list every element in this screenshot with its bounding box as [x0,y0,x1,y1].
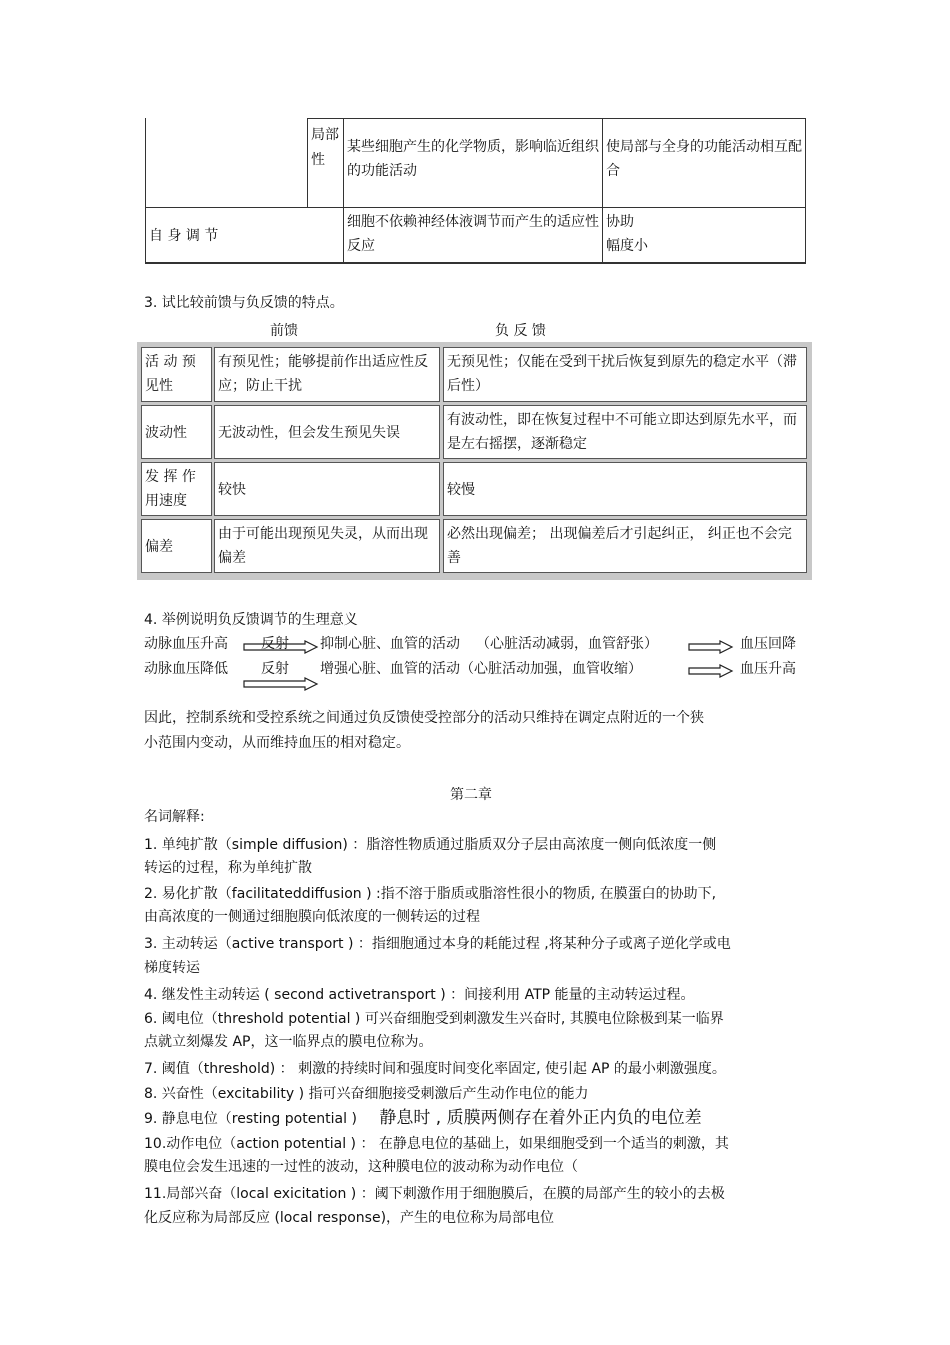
term-3-line1: 3. 主动转运（active transport ) ：指细胞通过本身的耗能过程 ,将某种分子或离子逆化学或电 [144,936,731,952]
q4-l1-effect: 抑制心脏、血管的活动 [320,636,460,652]
table2-r2-nf: 有波动性，即在恢复过程中不可能立即达到原先水平，而是左右摇摆，逐渐稳定 [443,405,807,459]
table1-r1-c2: 局部性 [307,118,344,208]
q4-l2-reflex-arrow-icon [243,677,319,691]
q4-l2-reflex: 反射 [261,661,289,677]
term-11-line1: 11.局部兴奋（local exicitation ) ：阈下刺激作用于细胞膜后，在膜的局部产生的较小的去极 [144,1186,725,1202]
table2-r4-label: 偏差 [141,519,212,573]
table2-r4-nf: 必然出现偏差； 出现偏差后才引起纠正， 纠正也不会完善 [443,519,807,573]
term-10-line1: 10.动作电位（action potential ) ： 在静息电位的基础上，如果细胞受到一个适当的刺激，其 [144,1136,729,1152]
term-3-line2: 梯度转运 [144,960,200,976]
table1-r1-c3: 某些细胞产生的化学物质，影响临近组织的功能活动 [343,118,603,208]
term-2-line1: 2. 易化扩散（facilitateddiffusion ) :指不溶于脂质或脂溶性很小的物质, 在膜蛋白的协助下, [144,886,717,902]
table2-r1-label: 活 动 预见性 [141,347,212,402]
q4-l2-result: 血压升高 [740,661,796,677]
q3-head-feedforward: 前馈 [270,323,298,339]
q4-l1-reflex: 反射 [261,636,289,652]
term-9-definition: 静息时 , 质膜两侧存在着外正内负的电位差 [379,1108,702,1128]
glossary-subheading: 名词解释: [144,809,205,825]
term-9-line1 [144,1108,702,1129]
q4-l2-cause: 动脉血压降低 [144,661,228,677]
q3-head-negative-feedback: 负 反 馈 [495,323,546,339]
q4-l2-result-arrow-icon [688,664,734,678]
table2-r3-label: 发 挥 作用速度 [141,462,212,516]
table2-r4-ff: 由于可能出现预见失灵，从而出现偏差 [214,519,440,573]
table2-r1-nf: 无预见性；仅能在受到干扰后恢复到原先的稳定水平（滞后性） [443,347,807,402]
term-7-line1: 7. 阈值（threshold) ： 刺激的持续时间和强度时间变化率固定, 使引起 AP 的最小刺激强度。 [144,1061,726,1077]
q4-l1-result-arrow-icon [688,640,734,654]
term-8-line1: 8. 兴奋性（excitability ) 指可兴奋细胞接受刺激后产生动作电位的能力 [144,1086,589,1102]
table1-r1-c4: 使局部与全身的功能活动相互配合 [602,118,806,208]
table2-r3-nf: 较慢 [443,462,807,516]
q4-l1-cause: 动脉血压升高 [144,636,228,652]
q4-l1-detail: （心脏活动减弱，血管舒张） [476,636,658,652]
q4-conclusion-line2: 小范围内变动，从而维持血压的相对稳定。 [144,735,410,751]
table2-r2-ff: 无波动性，但会发生预见失误 [214,405,440,459]
q4-l1-reflex-arrow-icon [243,640,319,654]
term-1-line2: 转运的过程，称为单纯扩散 [144,860,312,876]
term-2-line2: 由高浓度的一侧通过细胞膜向低浓度的一侧转运的过程 [144,909,480,925]
table2-r2-label: 波动性 [141,405,212,459]
term-1-line1: 1. 单纯扩散（simple diffusion) ：脂溶性物质通过脂质双分子层由高浓度一侧向低浓度一侧 [144,837,717,853]
term-6-line1: 6. 阈电位（threshold potential ) 可兴奋细胞受到刺激发生兴奋时, 其膜电位除极到某一临界 [144,1011,724,1027]
q4-l2-effect: 增强心脏、血管的活动（心脏活动加强，血管收缩） [320,661,642,677]
chapter-heading: 第二章 [450,787,492,803]
term-6-line2: 点就立刻爆发 AP，这一临界点的膜电位称为。 [144,1034,433,1050]
table2-r3-ff: 较快 [214,462,440,516]
term-10-line2: 膜电位会发生迅速的一过性的波动，这种膜电位的波动称为动作电位（ [144,1159,578,1175]
table2-r1-ff: 有预见性；能够提前作出适应性反应；防止干扰 [214,347,440,402]
table1-r2-c4-line1: 协助 [606,214,634,230]
table1-r2-c4-line2: 幅度小 [606,238,648,254]
q3-title: 3. 试比较前馈与负反馈的特点。 [144,295,344,311]
q4-title: 4. 举例说明负反馈调节的生理意义 [144,612,358,628]
table1-r1-c1 [145,118,308,208]
term-9-term: 9. 静息电位（resting potential ) [144,1111,357,1127]
q4-l1-result: 血压回降 [740,636,796,652]
table1-r2-c4 [602,207,806,264]
term-11-line2: 化反应称为局部反应 (local response)，产生的电位称为局部电位 [144,1210,555,1226]
table1-r2-c3: 细胞不依赖神经体液调节而产生的适应性反应 [343,207,603,264]
q4-conclusion-line1: 因此，控制系统和受控系统之间通过负反馈使受控部分的活动只维持在调定点附近的一个狭 [144,710,704,726]
table1-r2-c1: 自 身 调 节 [145,207,344,264]
term-4-line1: 4. 继发性主动转运 ( second activetransport ) ：间接利用 ATP 能量的主动转运过程。 [144,987,695,1003]
